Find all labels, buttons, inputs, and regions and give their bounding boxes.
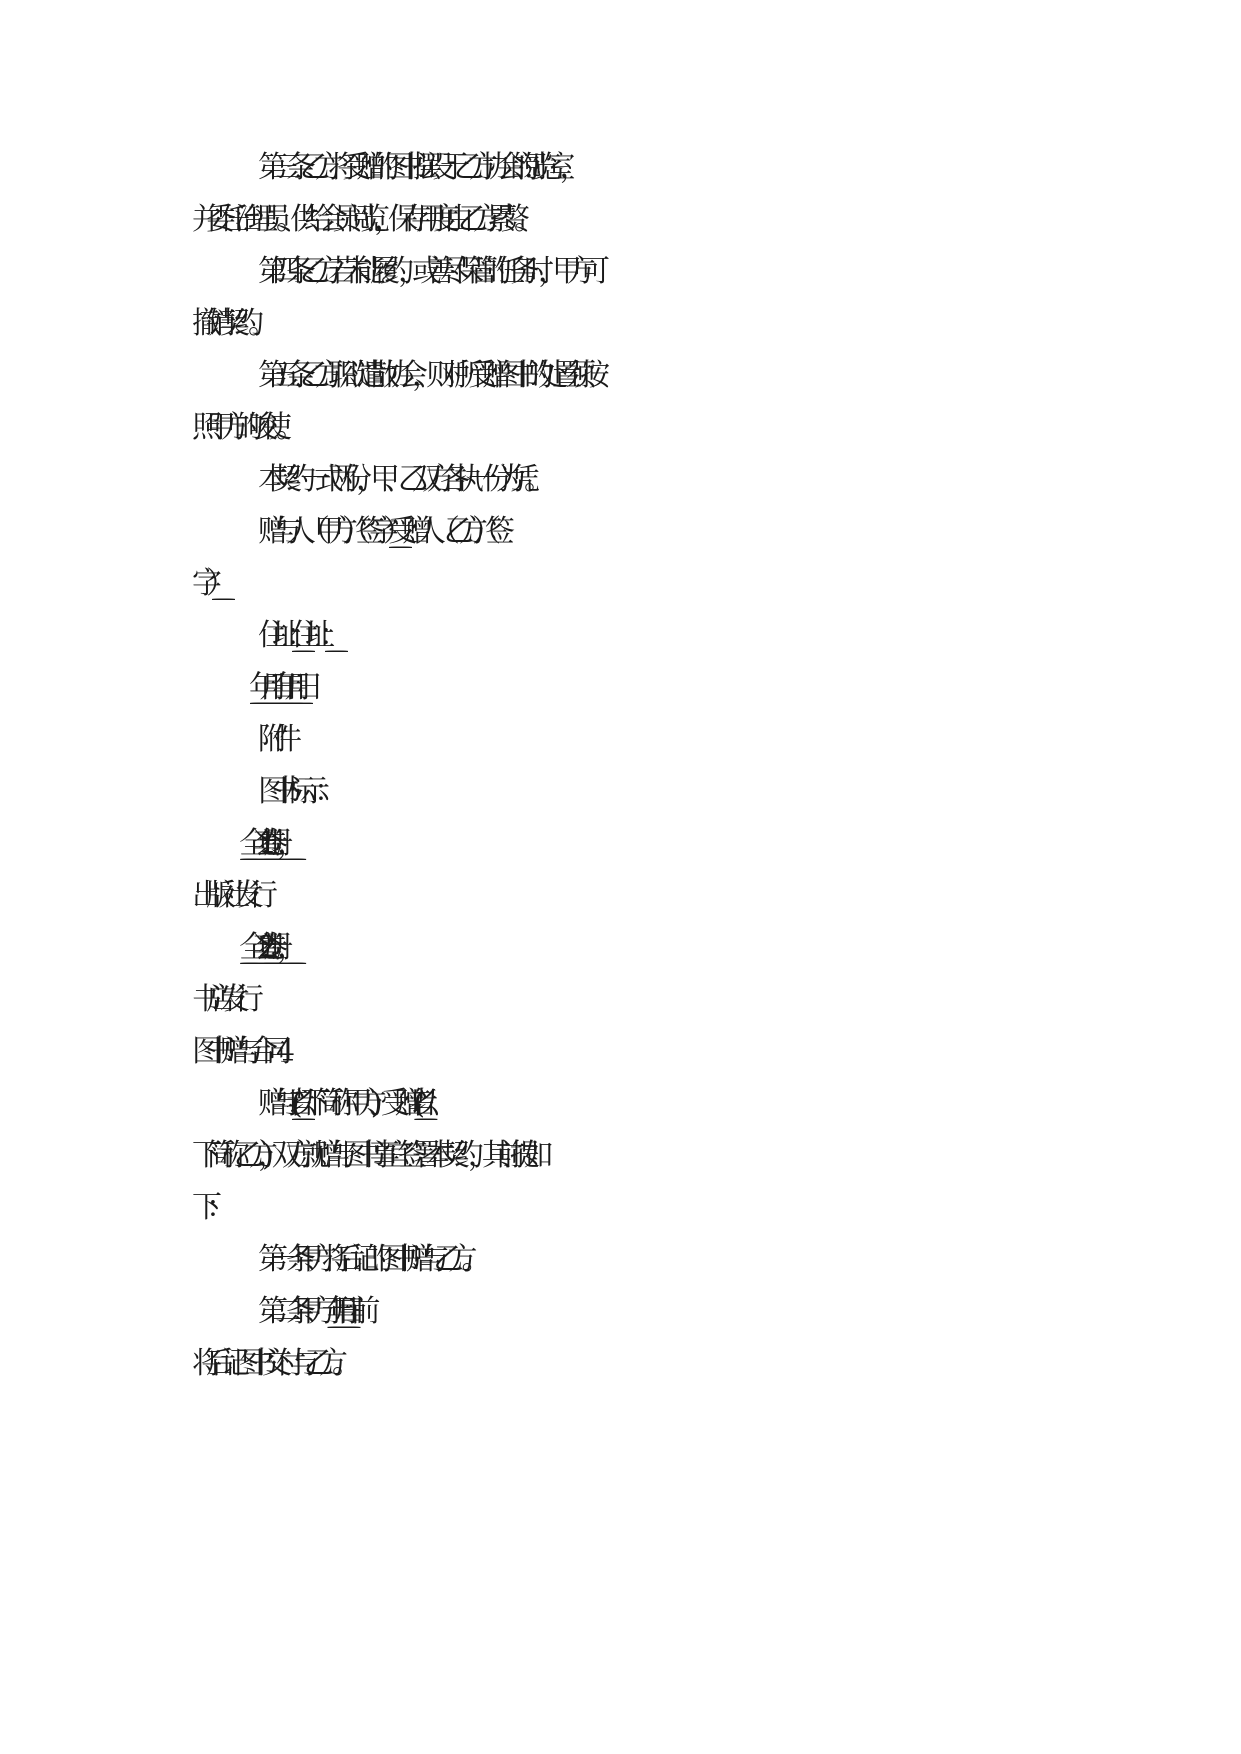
article-2-line-2: 将后记图书交付与乙方。 — [192, 1346, 346, 1381]
signature-line-2: 字）_________ — [192, 566, 211, 601]
article-4-line-1: 第四条乙方若未能履约，或善尽保管的任务时，甲方可 — [258, 254, 594, 289]
date-line: _________年____月____日_________年____月____日 — [258, 670, 308, 705]
contract-4-title: 图书赠与合同4 — [192, 1034, 280, 1069]
address-line: 住址：_________住址：_________ — [258, 618, 324, 653]
parties-line-3: 下： — [192, 1190, 220, 1225]
book-list-heading: 图书标示： — [258, 774, 328, 809]
book-item-1-line-1: 1. _________全套_________卷_________册，_________ — [258, 826, 283, 861]
article-5-line-1: 第五条乙方职欲遣散协会，则对所受赠图书的处置须按 — [258, 358, 594, 393]
article-3-line-2: 并委任治理员。供给会员阅览，保存用度由乙方累赘。 — [192, 202, 528, 237]
book-item-2-line-2: 书店发行 — [192, 982, 248, 1017]
parties-line-1: 赠与者_________(以下简称甲方)、受赠者_________(以 — [258, 1086, 424, 1121]
article-1: 第一条 甲方将后记的图书赠与乙方。 — [258, 1242, 476, 1277]
signature-line-1: 赠与人（甲方）（签字）_________受赠人（乙方）（签 — [258, 514, 499, 549]
parties-line-2: 下简称乙方)，双方就赠与图书事宜签署本契约，其前提如 — [192, 1138, 538, 1173]
book-item-1-line-2: 出版社发行 — [192, 878, 262, 913]
article-3-line-1: 第三条乙方将受赠的图书摆设于乙方协会的.阅览室， — [258, 150, 574, 185]
article-2-line-1: 第二条 甲方于_________年_________月_________日前 — [258, 1294, 365, 1329]
copies-clause: 本契约一式两份，甲、乙双方各执一份为凭。 — [258, 462, 538, 497]
article-5-line-2: 照甲方的唆使。 — [192, 410, 290, 445]
book-item-2-line-1: 2. _________全套_________卷_________册，_________ — [258, 930, 283, 965]
article-4-line-2: 撤销契约。 — [192, 306, 262, 341]
attachment-heading: 附件 — [258, 722, 286, 757]
